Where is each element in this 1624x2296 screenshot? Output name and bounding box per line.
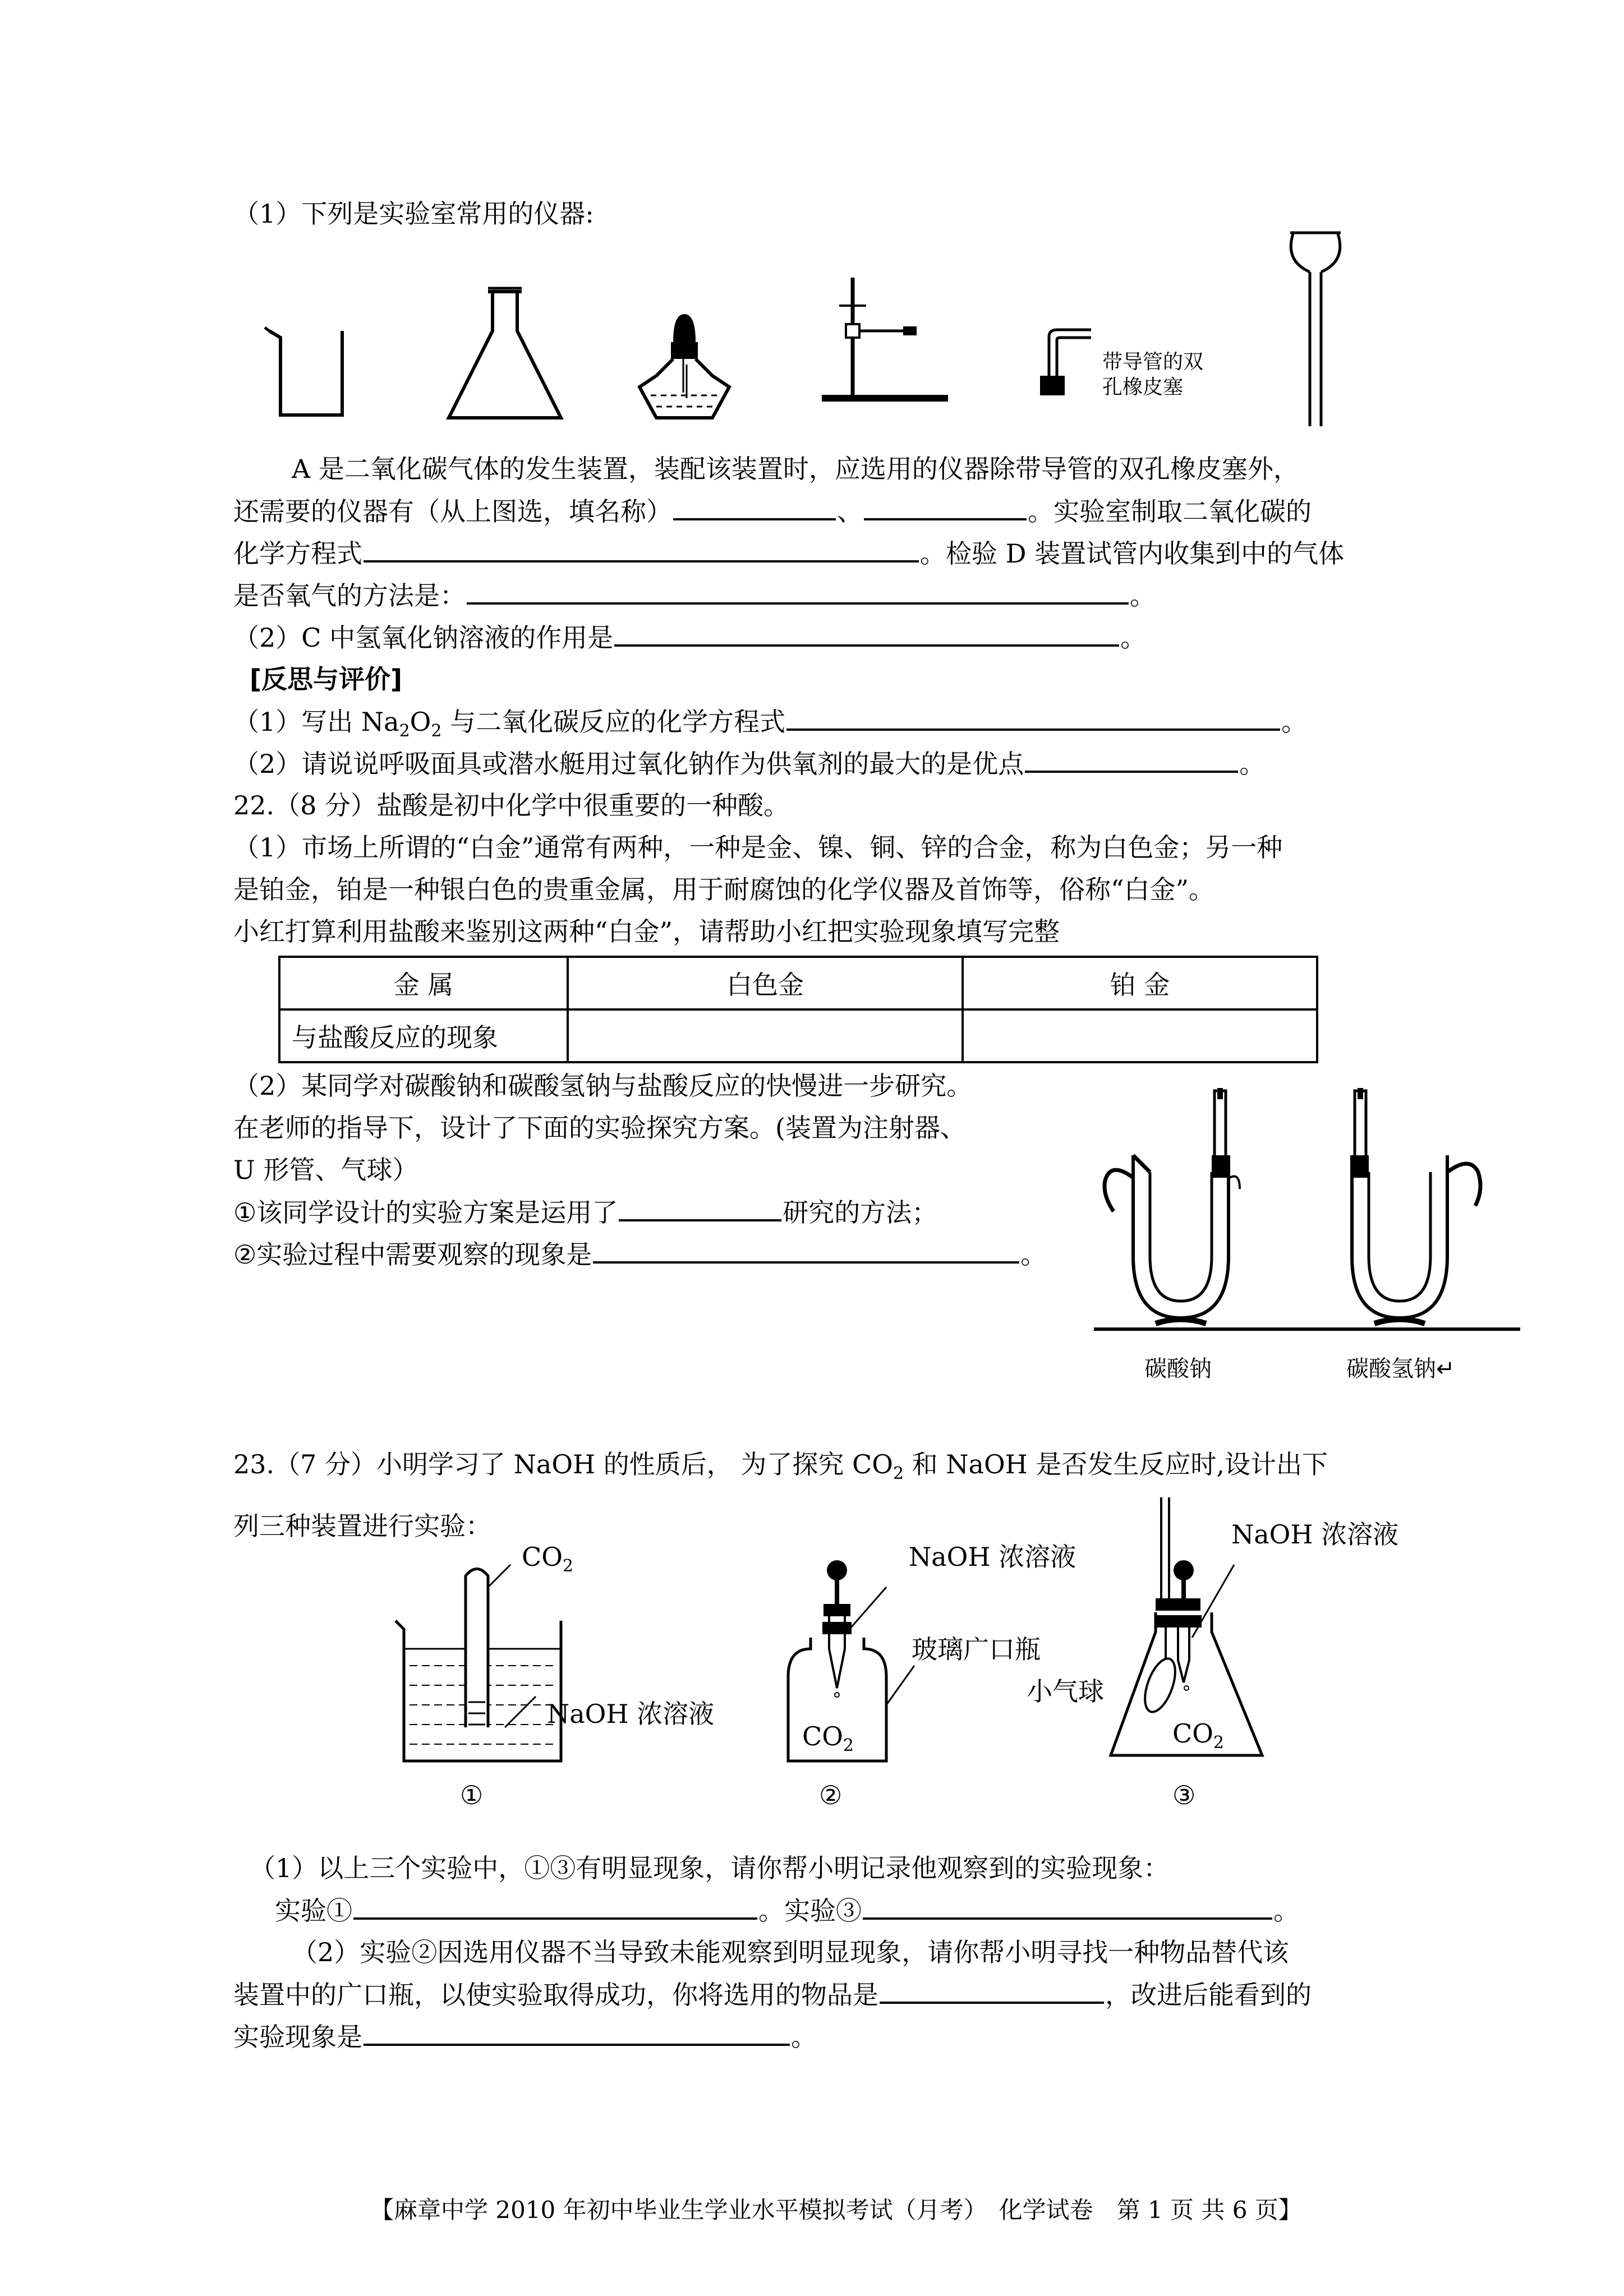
r1a: （1）写出 Na xyxy=(233,707,399,737)
q22-sub1b: 研究的方法； xyxy=(783,1197,938,1228)
blank-advantage[interactable] xyxy=(1025,746,1238,773)
header-white-gold: 白色金 xyxy=(568,957,963,1009)
funnel-icon xyxy=(1279,227,1352,429)
q23-exp1: 实验① xyxy=(275,1896,352,1926)
d3-balloon-label: 小气球 xyxy=(1027,1676,1104,1707)
r1c: 。 xyxy=(1281,707,1308,737)
q21-line2a: 还需要的仪器有（从上图选，填名称） xyxy=(233,496,672,527)
d3-co2: CO xyxy=(1172,1718,1213,1749)
q22-p2-line3: U 形管、气球） xyxy=(233,1155,418,1185)
q23-p1-answers xyxy=(275,1893,1299,1928)
q21-intro: （1）下列是实验室常用的仪器: xyxy=(233,199,594,229)
q22-sub2a: 实验过程中需要观察的现象是 xyxy=(256,1239,592,1270)
u-tube-apparatus xyxy=(1088,1088,1537,1368)
stopper-label-1: 带导管的双 xyxy=(1102,351,1204,374)
q21-p2b: 。 xyxy=(1120,623,1147,653)
mark-3: ③ xyxy=(1172,1780,1196,1810)
q22-p1-line2: 是铂金，铂是一种银白色的贵重金属，用于耐腐蚀的化学仪器及首饰等，俗称“白金”。 xyxy=(233,874,1215,905)
reflect-title: [反思与评价] xyxy=(250,664,403,694)
q23-exp3: 。实验③ xyxy=(758,1896,862,1926)
u-tube-right xyxy=(1351,1088,1480,1324)
q21-line2-sep: 、 xyxy=(837,496,863,527)
q21-line3 xyxy=(233,536,1344,571)
iron-stand-icon xyxy=(819,275,954,409)
blank-exp3-phenomenon[interactable] xyxy=(863,1893,1272,1920)
alcohol-lamp-icon xyxy=(634,303,735,426)
q22-p1-line1: （1）市场上所谓的“白金”通常有两种，一种是金、镍、铜、锌的合金，称为白色金；另一种 xyxy=(233,832,1283,863)
q21-line4 xyxy=(233,578,1156,613)
q22-sub2b: 。 xyxy=(1020,1239,1047,1270)
q21-line2 xyxy=(233,494,1312,529)
q23-p2-l3b: 。 xyxy=(791,2022,817,2052)
table-row xyxy=(279,1009,1317,1062)
metal-table xyxy=(278,956,1318,1063)
d2-co2-sub: 2 xyxy=(843,1736,854,1756)
q23-p1: （1）以上三个实验中，①③有明显现象，请你帮小明记录他观察到的实验现象： xyxy=(250,1853,1170,1883)
q21-line4a: 是否氧气的方法是： xyxy=(233,580,466,611)
q23-p2-line2 xyxy=(233,1977,1312,2012)
q23-p1-end: 。 xyxy=(1273,1896,1299,1926)
q21-line4b: 。 xyxy=(1130,580,1156,611)
q21-line2b: 。实验室制取二氧化碳的 xyxy=(1028,496,1312,527)
q22-title: 22.（8 分）盐酸是初中化学中很重要的一种酸。 xyxy=(233,790,790,820)
header-metal: 金 属 xyxy=(279,957,568,1009)
q21-line3a: 化学方程式 xyxy=(233,538,362,569)
conical-flask-icon xyxy=(443,286,567,426)
q23-p2-l2b: ，改进后能看到的 xyxy=(1105,1980,1312,2010)
q22-p2-line1: （2）某同学对碳酸钠和碳酸氢钠与盐酸反应的快慢进一步研究。 xyxy=(233,1071,973,1101)
q23-title-a: 23.（7 分）小明学习了 NaOH 的性质后， 为了探究 CO xyxy=(233,1449,893,1479)
blank-naoh-role[interactable] xyxy=(614,620,1119,647)
blank-oxygen-test[interactable] xyxy=(467,578,1129,605)
blank-exp1-phenomenon[interactable] xyxy=(353,1893,757,1920)
q23-p2-line1: （2）实验②因选用仪器不当导致未能观察到明显现象，请你帮小明寻找一种物品替代该 xyxy=(292,1937,1289,1967)
q22-sub1a: 该同学设计的实验方案是运用了 xyxy=(256,1197,618,1228)
blank-co2-equation[interactable] xyxy=(364,536,919,563)
r1-sub2: 2 xyxy=(431,721,442,741)
d3-co2-label xyxy=(1172,1716,1224,1760)
blank-phenomenon[interactable] xyxy=(593,1237,1019,1264)
r1-sub1: 2 xyxy=(399,721,410,741)
q22-p2-line2: 在老师的指导下，设计了下面的实验探究方案。(装置为注射器、 xyxy=(233,1113,966,1143)
q21-line1: A 是二氧化碳气体的发生装置，装配该装置时，应选用的仪器除带导管的双孔橡皮塞外， xyxy=(292,454,1299,484)
d2-co2: CO xyxy=(802,1721,843,1751)
q23-p2-line3 xyxy=(233,2019,817,2054)
blank-instrument-1[interactable] xyxy=(673,494,836,520)
q23-title-sub: 2 xyxy=(892,1464,904,1484)
q23-p2-l3a: 实验现象是 xyxy=(233,2022,362,2052)
beaker-icon xyxy=(264,325,353,421)
q21-reflect-1 xyxy=(233,704,1307,749)
label-sodium-carbonate: 碳酸钠 xyxy=(1144,1356,1212,1382)
q22-sub1 xyxy=(233,1195,937,1230)
mark-2: ② xyxy=(819,1780,843,1810)
u-tube-left xyxy=(1105,1088,1240,1324)
diagram-1-beaker xyxy=(393,1559,578,1767)
r1b: 与二氧化碳反应的化学方程式 xyxy=(441,707,786,737)
d2-co2-label xyxy=(802,1719,854,1763)
label-sodium-bicarbonate: 碳酸氢钠↵ xyxy=(1346,1356,1455,1382)
q21-reflect-2 xyxy=(233,746,1265,781)
d3-co2-sub: 2 xyxy=(1213,1733,1225,1753)
page-footer: 【麻章中学 2010 年初中毕业生学业水平模拟考试（月考） 化学试卷 第 1 页 共 6 页】 xyxy=(370,2196,1302,2224)
blank-substitute-item[interactable] xyxy=(880,1977,1104,2004)
rubber-stopper-icon xyxy=(1032,325,1094,398)
row-label: 与盐酸反应的现象 xyxy=(279,1009,568,1062)
q21-part2 xyxy=(233,620,1146,655)
r2b: 。 xyxy=(1239,749,1266,779)
q22-p1-line3: 小红打算利用盐酸来鉴别这两种“白金”，请帮助小红把实验现象填写完整 xyxy=(233,916,1060,947)
q21-p2a: （2）C 中氢氧化钠溶液的作用是 xyxy=(233,623,614,653)
q23-title-1 xyxy=(233,1447,1328,1491)
d1-co2: CO xyxy=(522,1542,563,1572)
r1-mid: O xyxy=(410,707,431,737)
q22-mark-2: ② xyxy=(233,1239,257,1270)
blank-na2o2-equation[interactable] xyxy=(786,704,1280,731)
cell-white-gold[interactable] xyxy=(568,1009,963,1062)
q23-title-b: 和 NaOH 是否发生反应时,设计出下 xyxy=(904,1449,1328,1479)
cell-platinum[interactable] xyxy=(963,1009,1317,1062)
d1-naoh-label: NaOH 浓溶液 xyxy=(547,1699,715,1729)
mark-1: ① xyxy=(460,1780,484,1810)
d1-co2-label xyxy=(522,1539,573,1584)
r2a: （2）请说说呼吸面具或潜水艇用过氧化钠作为供氧剂的最大的是优点 xyxy=(233,749,1024,779)
blank-instrument-2[interactable] xyxy=(864,494,1027,520)
table-header-row xyxy=(279,957,1317,1009)
header-platinum: 铂 金 xyxy=(963,957,1317,1009)
q23-title-2: 列三种装置进行实验： xyxy=(233,1511,491,1541)
d2-naoh-label: NaOH 浓溶液 xyxy=(909,1542,1076,1572)
q22-mark-1: ① xyxy=(233,1197,257,1228)
blank-improved-phenomenon[interactable] xyxy=(364,2019,790,2046)
stopper-label-2: 孔橡皮塞 xyxy=(1102,376,1184,399)
q21-line3b: 。检验 D 装置试管内收集到中的气体 xyxy=(920,538,1345,569)
d2-bottle-label: 玻璃广口瓶 xyxy=(912,1634,1041,1665)
blank-method[interactable] xyxy=(619,1195,781,1221)
q23-p2-l2a: 装置中的广口瓶，以使实验取得成功，你将选用的物品是 xyxy=(233,1980,878,2010)
d1-co2-sub: 2 xyxy=(562,1556,574,1576)
d3-naoh-label: NaOH 浓溶液 xyxy=(1231,1519,1399,1550)
q22-sub2 xyxy=(233,1237,1046,1272)
